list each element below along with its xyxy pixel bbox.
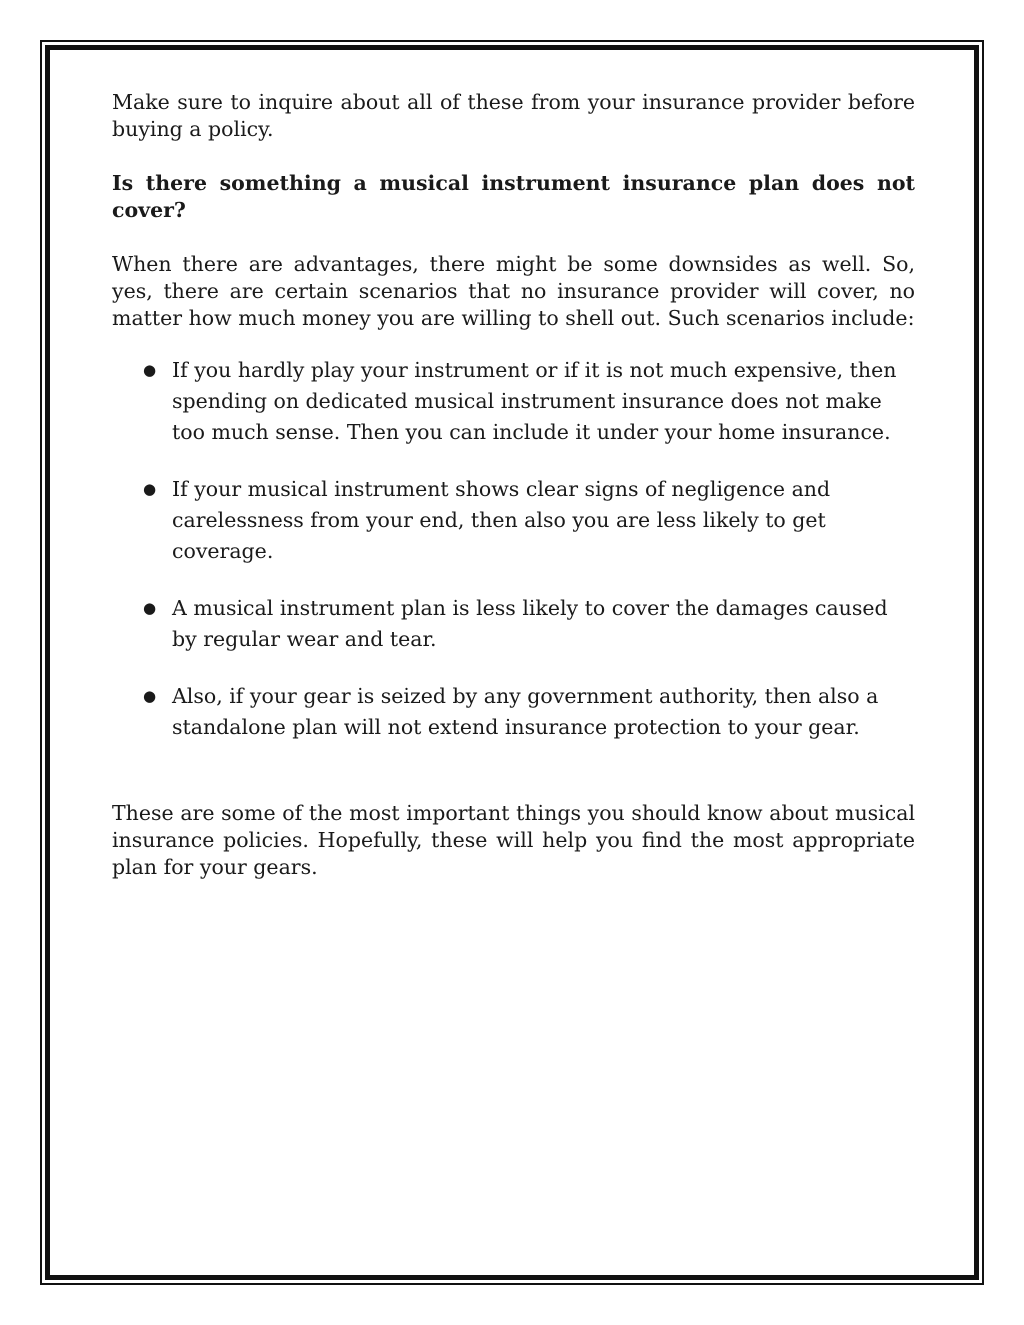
list-item-text: If your musical instrument shows clear signs of negligence and carelessness from your end, then also you are less likely to get coverage.	[172, 477, 831, 563]
bullet-icon: ●	[143, 480, 157, 498]
list-item	[112, 474, 915, 567]
list-item-text: A musical instrument plan is less likely to cover the damages caused by regular wear and tear.	[172, 596, 888, 651]
list-item-text: If you hardly play your instrument or if it is not much expensive, then spending on dedicated musical instrument insurance does not make too much sense. Then you can include it under your home insurance.	[172, 358, 897, 444]
document-body	[112, 89, 915, 881]
bullet-icon: ●	[143, 599, 157, 617]
intro-paragraph: Make sure to inquire about all of these from your insurance provider before buying a policy.	[112, 90, 915, 141]
section-heading: Is there something a musical instrument insurance plan does not cover?	[112, 171, 915, 222]
list-item	[112, 681, 915, 743]
conclusion-paragraph: These are some of the most important things you should know about musical insurance policies. Hopefully, these will help you find the most appropriate plan for your gears.	[112, 801, 915, 879]
list-item-text: Also, if your gear is seized by any government authority, then also a standalone plan will not extend insurance protection to your gear.	[172, 684, 879, 739]
list-item	[112, 593, 915, 655]
bullet-icon: ●	[143, 687, 157, 705]
list-item	[112, 355, 915, 448]
bullet-icon: ●	[143, 361, 157, 379]
downsides-paragraph: When there are advantages, there might be some downsides as well. So, yes, there are certain scenarios that no insurance provider will cover, no matter how much money you are willing to shell out. Such scenarios include:	[112, 252, 915, 330]
scenario-list	[112, 355, 915, 743]
